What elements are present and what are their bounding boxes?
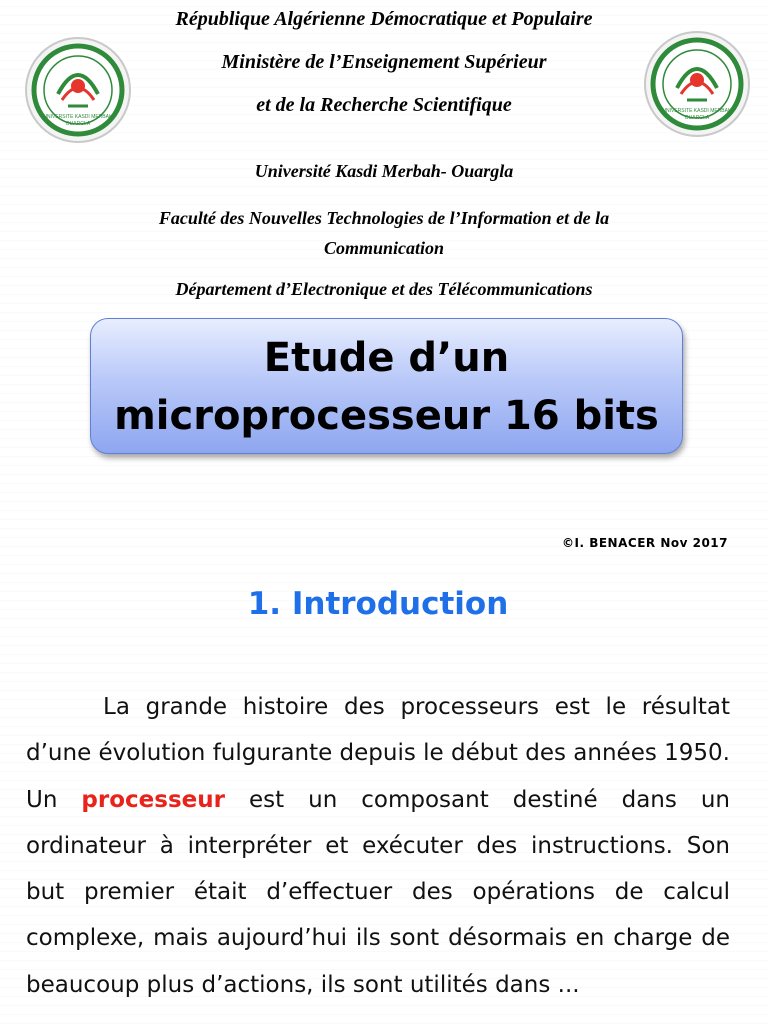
intro-paragraph: [26, 684, 730, 1008]
university-seal-icon: [24, 36, 132, 144]
university-logo-left: [24, 36, 132, 144]
header-republic: République Algérienne Démocratique et Populaire: [175, 8, 593, 30]
university-logo-right: [643, 30, 751, 138]
svg-text:OUARGLA: OUARGLA: [65, 121, 91, 127]
faculty-name: Faculté des Nouvelles Technologies de l’Information et de la Communication: [158, 208, 610, 258]
header-ministry-cont: et de la Recherche Scientifique: [256, 94, 512, 116]
highlighted-term: processeur: [81, 786, 225, 813]
department-name: Département d’Electronique et des Télécommunications: [175, 279, 593, 299]
university-name: Université Kasdi Merbah- Ouargla: [254, 161, 514, 181]
paragraph-text: est un composant destiné dans un ordinateur à interpréter et exécuter des instructions. Son but premier était d’effectuer des opérations de calcul complexe, mais aujourd’hui ils sont désormais en charge de beaucoup plus d’actions, ils sont utilités dans ...: [26, 786, 730, 998]
svg-text:UNIVERSITE KASDI MERBAH: UNIVERSITE KASDI MERBAH: [43, 114, 113, 120]
document-title-line1: Etude d’un: [263, 335, 510, 381]
copyright-note: ©I. BENACER Nov 2017: [562, 536, 728, 550]
svg-text:OUARGLA: OUARGLA: [684, 115, 710, 121]
paragraph-text: La grande histoire des processeurs est le résultat d’une évolution fulgurante depuis le début des années 1950. Un: [26, 694, 730, 813]
university-seal-icon: [643, 30, 751, 138]
section-heading: 1. Introduction: [247, 586, 509, 622]
svg-text:UNIVERSITE KASDI MERBAH: UNIVERSITE KASDI MERBAH: [662, 108, 732, 114]
header-ministry: Ministère de l’Enseignement Supérieur: [221, 51, 547, 73]
document-title-box: [90, 318, 683, 454]
document-title-line2: microprocesseur 16 bits: [114, 393, 659, 439]
